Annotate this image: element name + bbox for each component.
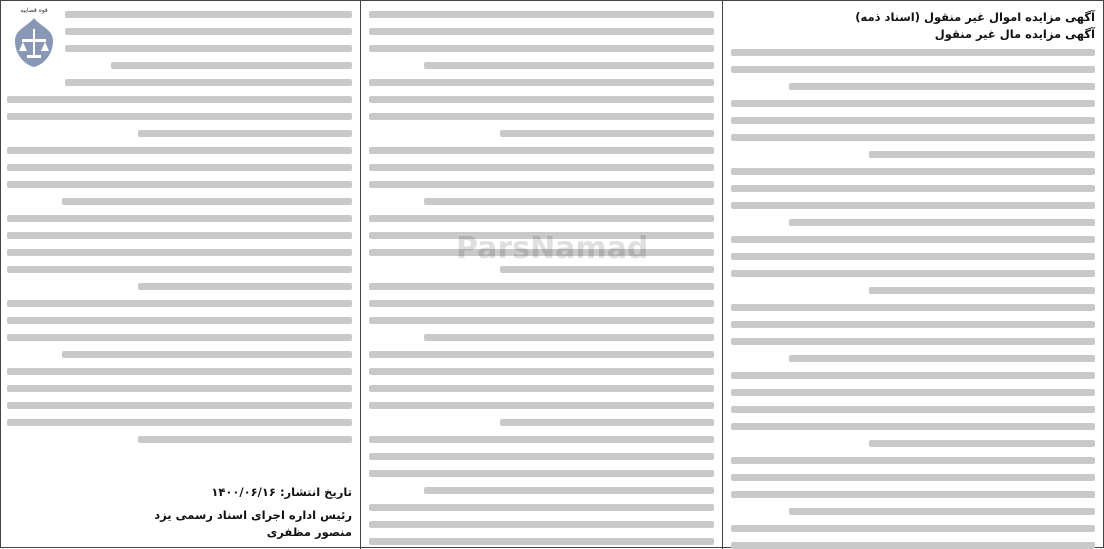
unreadable-text-block [731, 49, 1095, 549]
judiciary-emblem-icon [9, 7, 59, 69]
logo-caption: قوه قضاییه [20, 7, 48, 14]
notice-column-middle [361, 1, 723, 549]
notice-title: آگهی مزایده اموال غیر منقول (اسناد ذمه) [855, 10, 1095, 24]
notice-column-right [723, 1, 1103, 549]
unreadable-text-block [7, 96, 352, 443]
notice-subtitle: آگهی مزایده مال غیر منقول [934, 27, 1095, 41]
unreadable-text-block [369, 11, 714, 545]
notice-column-left [0, 1, 361, 549]
signature-name: منصور مظفری [266, 525, 352, 539]
signature-title: رئیس اداره اجرای اسناد رسمی یزد [154, 508, 352, 522]
signature-block [7, 484, 352, 541]
judiciary-logo [9, 7, 59, 69]
unreadable-text-block [65, 11, 352, 86]
publish-date: ۱۴۰۰/۰۶/۱۶ [211, 485, 276, 499]
publish-date-line [7, 484, 352, 501]
publish-date-label: تاریخ انتشار: [279, 485, 352, 499]
